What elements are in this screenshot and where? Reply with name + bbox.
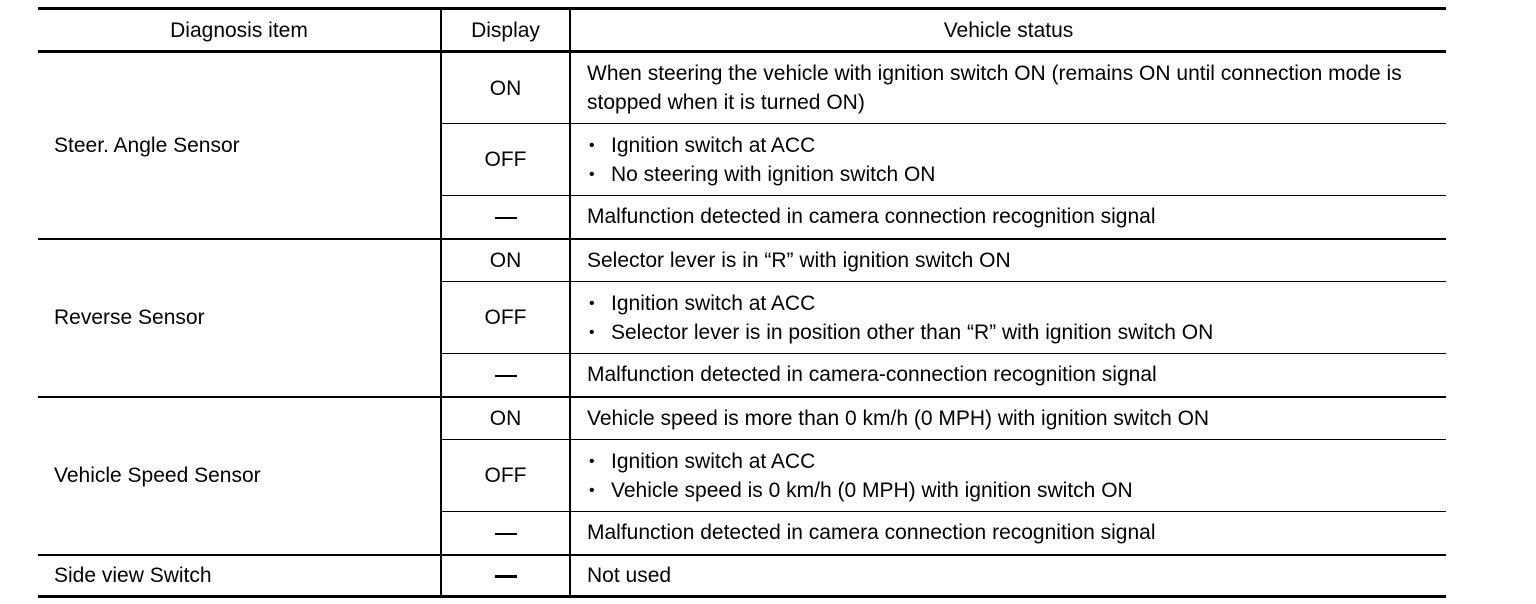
diagnosis-item-cell: Reverse Sensor: [38, 239, 441, 397]
status-cell: Not used: [570, 555, 1446, 597]
display-cell: [441, 354, 570, 397]
display-cell: [441, 196, 570, 239]
display-cell: [441, 512, 570, 555]
header-row: [38, 9, 1446, 52]
diagnosis-item-cell: Vehicle Speed Sensor: [38, 397, 441, 555]
display-cell: ON: [441, 397, 570, 440]
diagnosis-table: [38, 7, 1446, 598]
status-cell: [570, 282, 1446, 354]
status-bullet-list: [587, 447, 1430, 505]
display-cell: OFF: [441, 440, 570, 512]
status-cell: Malfunction detected in camera connection recognition signal: [570, 512, 1446, 555]
status-bullet-list: [587, 131, 1430, 189]
table-header: [38, 9, 1446, 52]
dash-mark: [495, 575, 517, 578]
dash-mark: [495, 375, 517, 377]
status-bullet: • Ignition switch at ACC: [587, 289, 1430, 318]
dash-mark: [495, 533, 517, 535]
status-cell: [570, 124, 1446, 196]
header-display: Display: [441, 9, 570, 52]
table-body: [38, 52, 1446, 597]
display-cell: [441, 555, 570, 597]
table-row: [38, 397, 1446, 440]
status-cell: Malfunction detected in camera-connection recognition signal: [570, 354, 1446, 397]
dash-mark: [495, 217, 517, 219]
diagnosis-item-cell: Steer. Angle Sensor: [38, 52, 441, 239]
status-cell: Vehicle speed is more than 0 km/h (0 MPH) with ignition switch ON: [570, 397, 1446, 440]
display-cell: OFF: [441, 124, 570, 196]
status-cell: Malfunction detected in camera connection recognition signal: [570, 196, 1446, 239]
status-cell: Selector lever is in “R” with ignition switch ON: [570, 239, 1446, 282]
display-cell: OFF: [441, 282, 570, 354]
header-diagnosis-item: Diagnosis item: [38, 9, 441, 52]
diagnosis-item-cell: Side view Switch: [38, 555, 441, 597]
table-row: [38, 555, 1446, 597]
status-bullet: • No steering with ignition switch ON: [587, 160, 1430, 189]
status-bullet: • Vehicle speed is 0 km/h (0 MPH) with ignition switch ON: [587, 476, 1430, 505]
table-row: [38, 52, 1446, 124]
status-bullet: • Ignition switch at ACC: [587, 447, 1430, 476]
status-cell: When steering the vehicle with ignition switch ON (remains ON until connection mode is stopped when it is turned ON): [570, 52, 1446, 124]
header-vehicle-status: Vehicle status: [570, 9, 1446, 52]
status-bullet: • Selector lever is in position other than “R” with ignition switch ON: [587, 318, 1430, 347]
status-bullet: • Ignition switch at ACC: [587, 131, 1430, 160]
display-cell: ON: [441, 239, 570, 282]
status-cell: [570, 440, 1446, 512]
status-bullet-list: [587, 289, 1430, 347]
table-row: [38, 239, 1446, 282]
display-cell: ON: [441, 52, 570, 124]
